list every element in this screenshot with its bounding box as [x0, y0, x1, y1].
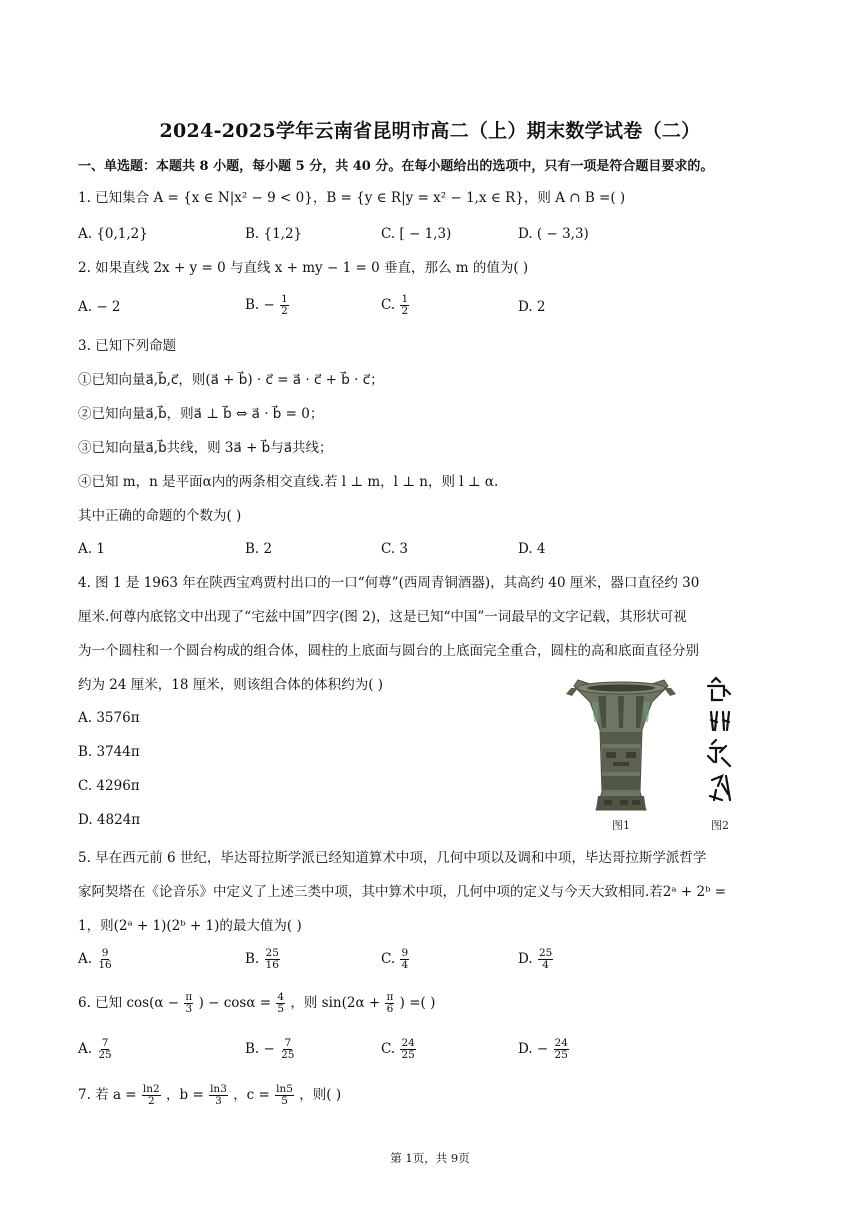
question-4-line-1: 4. 图 1 是 1963 年在陕西宝鸡贾村出口的一口“何尊”(西周青铜酒器)，其高约 40 厘米，器口直径约 30	[78, 575, 700, 591]
figure-he-zun	[566, 672, 784, 834]
q6-option-d-prefix: D. −	[518, 1041, 549, 1058]
q2-option-b-prefix: B. −	[245, 297, 275, 314]
fraction-denominator: 2	[147, 1095, 155, 1108]
fraction-denominator: 3	[185, 1003, 193, 1016]
q5-option-c-prefix: C.	[381, 951, 396, 968]
q3-option-a: A. 1	[78, 541, 105, 557]
q3-option-b: B. 2	[245, 541, 273, 557]
fraction-denominator: 3	[215, 1095, 222, 1108]
question-5-line-2: 家阿契塔在《论音乐》中定义了上述三类中项，其中算术中项，几何中项的定义与今天大致相同.若2ᵃ + 2ᵇ =	[78, 884, 727, 900]
fraction-denominator: 4	[401, 959, 409, 972]
q5-option-d-fraction	[538, 948, 553, 971]
q6-option-a-fraction	[97, 1038, 112, 1061]
q6-option-a-prefix: A.	[78, 1041, 93, 1058]
he-zun-illustration	[566, 672, 784, 834]
q7-stem-part-2: ，b =	[166, 1087, 204, 1104]
q6-option-d-fraction	[554, 1038, 569, 1061]
section-heading: 一、单选题：本题共 8 小题，每小题 5 分，共 40 分。在每小题给出的选项中，只有一项是符合题目要求的。	[78, 159, 714, 174]
fraction-numerator: 1	[401, 293, 409, 305]
question-3-stem: 3. 已知下列命题	[78, 338, 177, 354]
figure-2-caption: 图2	[711, 819, 729, 832]
q4-option-c: C. 4296π	[78, 778, 140, 794]
fraction-numerator: 24	[554, 1037, 568, 1049]
fraction-numerator: 9	[101, 947, 109, 959]
q6-option-b	[245, 1038, 297, 1061]
q2-option-b-fraction	[280, 294, 289, 317]
q4-option-a: A. 3576π	[78, 710, 140, 726]
fraction-numerator: 25	[538, 947, 553, 959]
q6-option-b-prefix: B. −	[245, 1041, 275, 1058]
fraction-numerator: ln5	[276, 1083, 293, 1095]
q5-option-d-prefix: D.	[518, 951, 533, 968]
q1-option-c: C. [ − 1,3)	[381, 226, 452, 242]
q6-option-c-prefix: C.	[381, 1041, 396, 1058]
q2-option-c-prefix: C.	[381, 297, 396, 314]
fraction-numerator: ln3	[210, 1083, 227, 1095]
q2-option-a: A. − 2	[78, 299, 121, 315]
page-footer: 第 1页，共 9页	[390, 1151, 470, 1165]
q7-fraction-b	[209, 1084, 228, 1107]
q4-option-b: B. 3744π	[78, 744, 140, 760]
fraction-numerator: 1	[281, 293, 288, 305]
fraction-denominator: 25	[554, 1049, 568, 1062]
bronze-vessel-image	[566, 680, 676, 810]
q6-option-b-fraction	[280, 1038, 295, 1061]
q2-option-c-fraction	[400, 294, 409, 317]
q6-fraction-3	[385, 992, 394, 1015]
fraction-numerator: 7	[284, 1037, 292, 1049]
q5-option-b-prefix: B.	[245, 951, 260, 968]
fraction-numerator: 4	[277, 991, 285, 1003]
fraction-numerator: ln2	[142, 1083, 160, 1095]
question-4-line-4: 约为 24 厘米，18 厘米，则该组合体的体积约为( )	[78, 677, 384, 693]
q7-fraction-c	[275, 1084, 294, 1107]
q6-stem-part-3: ，则 sin(2α +	[290, 995, 381, 1012]
q5-option-a-fraction	[97, 948, 112, 971]
q3-proposition-2: ②已知向量a⃗,b⃗，则a⃗ ⊥ b⃗ ⇔ a⃗ · b⃗ = 0；	[78, 406, 324, 422]
q5-option-a	[78, 948, 114, 971]
q1-option-d: D. ( − 3,3)	[518, 226, 589, 242]
q6-option-a	[78, 1038, 114, 1061]
q5-option-b	[245, 948, 281, 971]
q3-proposition-4: ④已知 m，n 是平面α内的两条相交直线.若 l ⊥ m，l ⊥ n，则 l ⊥ α.	[78, 474, 499, 490]
fraction-denominator: 16	[265, 959, 279, 972]
question-7-stem	[78, 1084, 341, 1107]
q3-option-d: D. 4	[518, 541, 546, 557]
q1-option-b: B. {1,2}	[245, 226, 303, 242]
q6-stem-part-2: ) − cosα =	[198, 995, 272, 1012]
fraction-denominator: 16	[98, 959, 112, 972]
fraction-denominator: 25	[281, 1049, 295, 1062]
fraction-denominator: 5	[281, 1095, 288, 1108]
fraction-numerator: π	[185, 991, 193, 1003]
q3-proposition-1: ①已知向量a⃗,b⃗,c⃗，则(a⃗ + b⃗) · c⃗ = a⃗ · c⃗ + b⃗ · c⃗；	[78, 372, 384, 388]
question-5-line-3: 1，则(2ᵃ + 1)(2ᵇ + 1)的最大值为( )	[78, 918, 302, 934]
fraction-denominator: 4	[542, 959, 549, 972]
fraction-denominator: 5	[277, 1003, 285, 1016]
page-title: 2024-2025学年云南省昆明市高二（上）期末数学试卷（二）	[159, 120, 701, 142]
fraction-denominator: 25	[401, 1049, 415, 1062]
q5-option-c-fraction	[400, 948, 409, 971]
q5-option-c	[381, 948, 410, 971]
q1-option-a: A. {0,1,2}	[78, 226, 148, 242]
q7-stem-part-4: ，则( )	[299, 1087, 342, 1104]
fraction-denominator: 25	[98, 1049, 112, 1062]
q2-option-d: D. 2	[518, 299, 546, 315]
q7-stem-part-1: 7. 若 a =	[78, 1087, 137, 1104]
fraction-numerator: π	[386, 991, 394, 1003]
inscription-image	[708, 678, 730, 800]
q5-option-a-prefix: A.	[78, 951, 93, 968]
q3-option-c: C. 3	[381, 541, 409, 557]
q4-option-d: D. 4824π	[78, 812, 141, 828]
question-1-stem: 1. 已知集合 A = {x ∈ N|x² − 9 < 0}，B = {y ∈ R|y = x² − 1,x ∈ R}，则 A ∩ B =( )	[78, 190, 626, 206]
q5-option-d	[518, 948, 554, 971]
q7-stem-part-3: ，c =	[233, 1087, 270, 1104]
question-2-stem: 2. 如果直线 2x + y = 0 与直线 x + my − 1 = 0 垂直，那么 m 的值为( )	[78, 260, 529, 276]
fraction-denominator: 2	[401, 305, 409, 318]
q2-option-c	[381, 294, 410, 317]
fraction-denominator: 6	[386, 1003, 394, 1016]
q6-option-c	[381, 1038, 417, 1061]
q3-proposition-3: ③已知向量a⃗,b⃗共线，则 3a⃗ + b⃗与a⃗共线；	[78, 440, 333, 456]
q7-fraction-a	[142, 1084, 161, 1107]
q6-stem-part-1: 6. 已知 cos(α −	[78, 995, 180, 1012]
question-4-line-2: 厘米.何尊内底铭文中出现了“宅兹中国”四字(图 2)，这是已知“中国”一词最早的文字记载，其形状可视	[78, 609, 687, 625]
q6-option-c-fraction	[400, 1038, 415, 1061]
fraction-numerator: 25	[265, 947, 279, 959]
fraction-numerator: 24	[401, 1037, 415, 1049]
question-6-stem	[78, 992, 435, 1015]
q5-option-b-fraction	[265, 948, 280, 971]
question-5-line-1: 5. 早在西元前 6 世纪，毕达哥拉斯学派已经知道算术中项，几何中项以及调和中项，毕达哥拉斯学派哲学	[78, 850, 707, 866]
q3-ask: 其中正确的命题的个数为( )	[78, 508, 242, 524]
q6-fraction-1	[184, 992, 193, 1015]
q6-fraction-2	[276, 992, 285, 1015]
q2-option-b	[245, 294, 290, 317]
fraction-numerator: 7	[101, 1037, 109, 1049]
figure-1-caption: 图1	[612, 819, 630, 832]
fraction-numerator: 9	[401, 947, 409, 959]
q6-option-d	[518, 1038, 570, 1061]
question-4-line-3: 为一个圆柱和一个圆台构成的组合体，圆柱的上底面与圆台的上底面完全重合，圆柱的高和底面直径分别	[78, 643, 699, 659]
q6-stem-part-4: ) =( )	[399, 995, 436, 1012]
fraction-denominator: 2	[281, 305, 288, 318]
